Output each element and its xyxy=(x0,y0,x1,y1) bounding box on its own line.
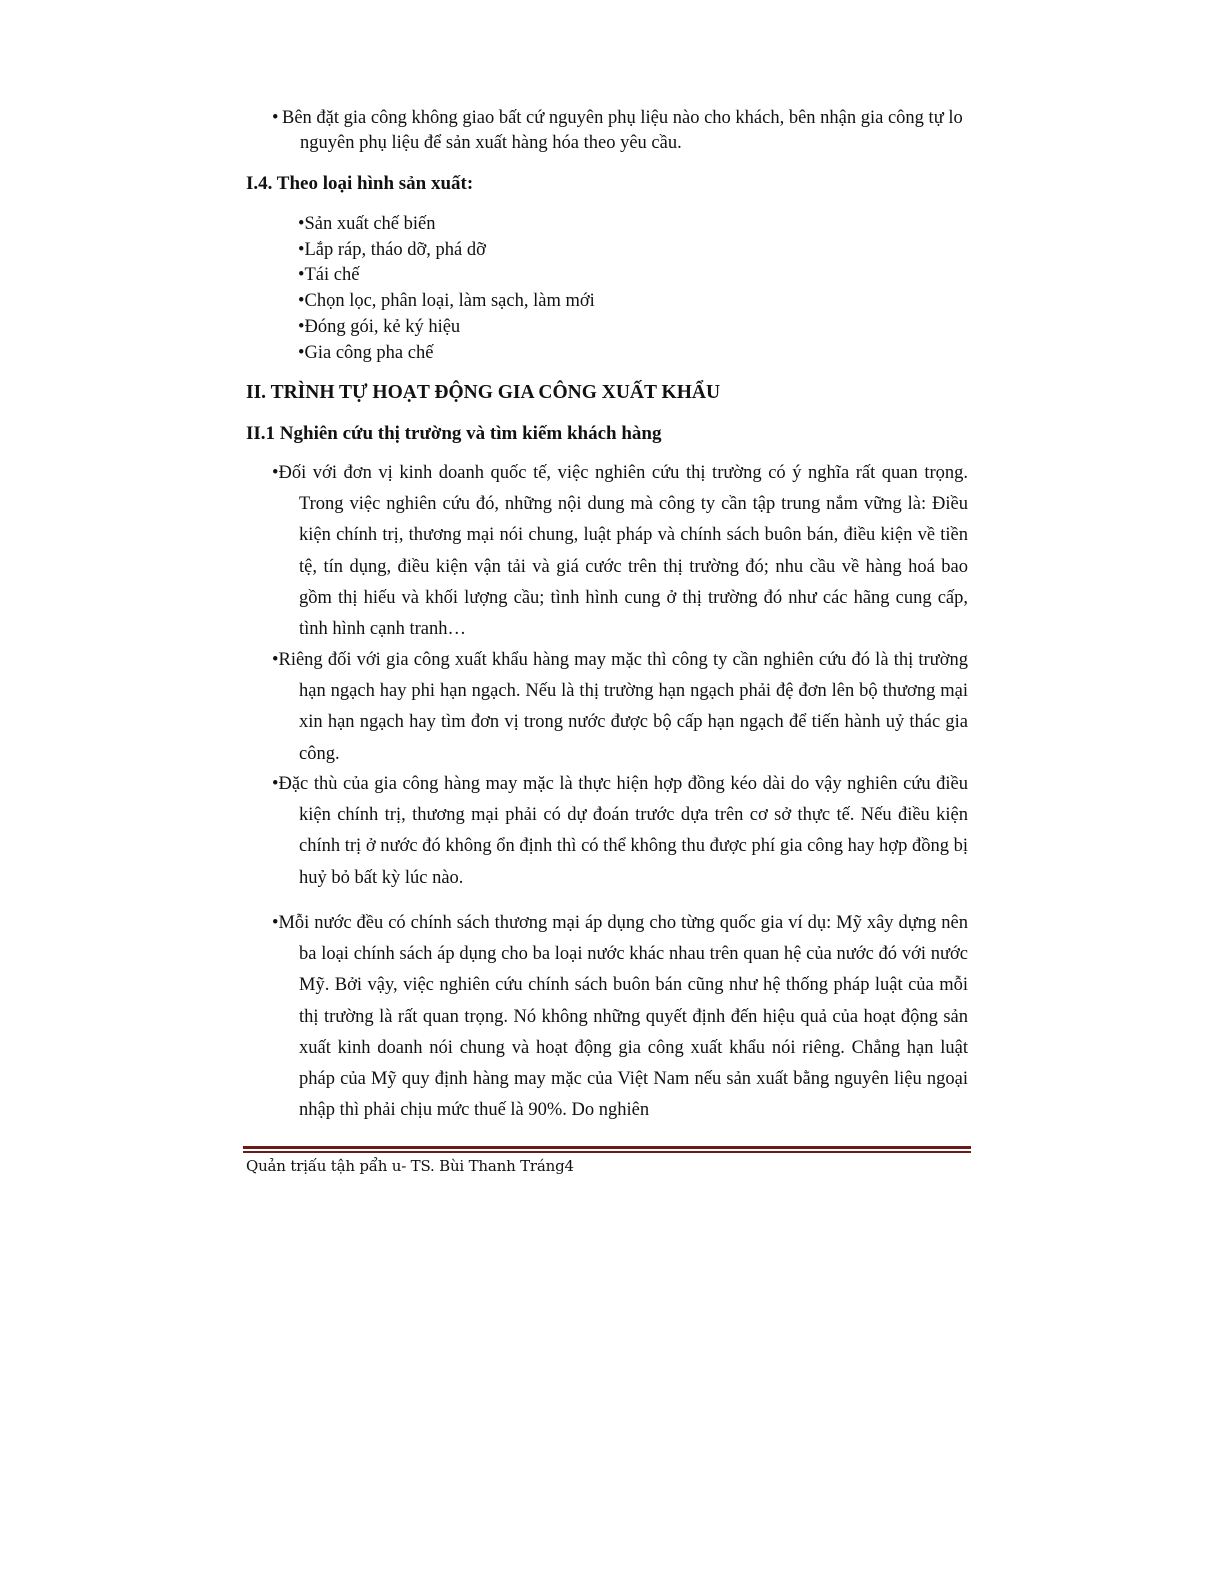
paragraph-text: Riêng đối với gia công xuất khẩu hàng may mặc thì công ty cần nghiên cứu đó là thị trường hạn ngạch hay phi hạn ngạch. Nếu là thị trường hạn ngạch phải đệ đơn lên bộ thương mại xin hạn ngạch hay tìm đơn vị trong nước được bộ cấp hạn ngạch để tiến hành uỷ thác gia công. xyxy=(278,650,968,764)
paragraph-text: Đối với đơn vị kinh doanh quốc tế, việc nghiên cứu thị trường có ý nghĩa rất quan trọng. Trong việc nghiên cứu đó, những nội dung mà công ty cần tập trung nắm vững là: Điều kiện chính trị, thương mại nói chung, luật pháp và chính sách buôn bán, điều kiện về tiền tệ, tín dụng, điều kiện vận tải và giá cước trên thị trường đó; nhu cầu về hàng hoá bao gồm thị hiếu và khối lượng cầu; tình hình cung ở thị trường đó như các hãng cung cấp, tình hình cạnh tranh… xyxy=(278,463,968,640)
bullet-paragraph xyxy=(272,645,968,770)
body-paragraph xyxy=(272,908,968,1126)
body-paragraph xyxy=(272,458,968,645)
body-paragraph xyxy=(272,769,968,894)
section-heading-i4: I.4. Theo loại hình sản xuất: xyxy=(246,173,474,194)
list-item: •Gia công pha chế xyxy=(298,342,434,363)
intro-bullet-text: Bên đặt gia công không giao bất cứ nguyên phụ liệu nào cho khách, bên nhận gia công tự lo nguyên phụ liệu để sản xuất hàng hóa theo yêu cầu. xyxy=(282,108,963,153)
footer-divider xyxy=(243,1146,971,1149)
paragraph-text: Mỗi nước đều có chính sách thương mại áp dụng cho từng quốc gia ví dụ: Mỹ xây dựng nên ba loại chính sách áp dụng cho ba loại nước khác nhau trên quan hệ của nước đó với nước Mỹ. Bởi vậy, việc nghiên cứu chính sách buôn bán cũng như hệ thống pháp luật của mỗi thị trường là rất quan trọng. Nó không những quyết định đến hiệu quả của hoạt động sản xuất kinh doanh nói chung và hoạt động gia công xuất khẩu nói riêng. Chẳng hạn luật pháp của Mỹ quy định hàng may mặc của Việt Nam nếu sản xuất bằng nguyên liệu ngoại nhập thì phải chịu mức thuế là 90%. Do nghiên xyxy=(278,913,968,1121)
list-item: •Sản xuất chế biến xyxy=(298,214,436,234)
section-heading-ii: II. TRÌNH TỰ HOẠT ĐỘNG GIA CÔNG XUẤT KHẨU xyxy=(246,382,721,403)
page-footer: Quản trịấu tậh pẩh u- TS. Bùi Thanh Tráng4 xyxy=(246,1157,574,1175)
bullet-paragraph xyxy=(272,769,968,894)
body-paragraph xyxy=(272,645,968,770)
footer-divider xyxy=(243,1151,971,1153)
bullet-icon: • xyxy=(272,463,279,483)
bullet-icon: • xyxy=(272,650,279,670)
list-item: •Đóng gói, kẻ ký hiệu xyxy=(298,316,461,337)
bullet-paragraph xyxy=(272,458,968,645)
intro-bullet-item xyxy=(272,106,978,156)
bullet-icon: • xyxy=(272,913,279,933)
bullet-paragraph xyxy=(272,908,968,1126)
bullet-icon: • xyxy=(272,108,279,128)
section-subheading-ii1: II.1 Nghiên cứu thị trường và tìm kiếm khách hàng xyxy=(246,423,662,444)
intro-bullet-paragraph xyxy=(272,106,978,156)
production-type-list xyxy=(298,212,595,366)
list-item: •Lắp ráp, tháo dỡ, phá dỡ xyxy=(298,239,486,260)
list-item: •Tái chế xyxy=(298,265,360,286)
paragraph-text: Đặc thù của gia công hàng may mặc là thực hiện hợp đồng kéo dài do vậy nghiên cứu điều kiện chính trị, thương mại phải có dự đoán trước dựa trên cơ sở thực tế. Nếu điều kiện chính trị ở nước đó không ổn định thì có thể không thu được phí gia công hay hợp đồng bị huỷ bỏ bất kỳ lúc nào. xyxy=(278,774,968,888)
list-item: •Chọn lọc, phân loại, làm sạch, làm mới xyxy=(298,291,595,312)
bullet-icon: • xyxy=(272,774,279,794)
